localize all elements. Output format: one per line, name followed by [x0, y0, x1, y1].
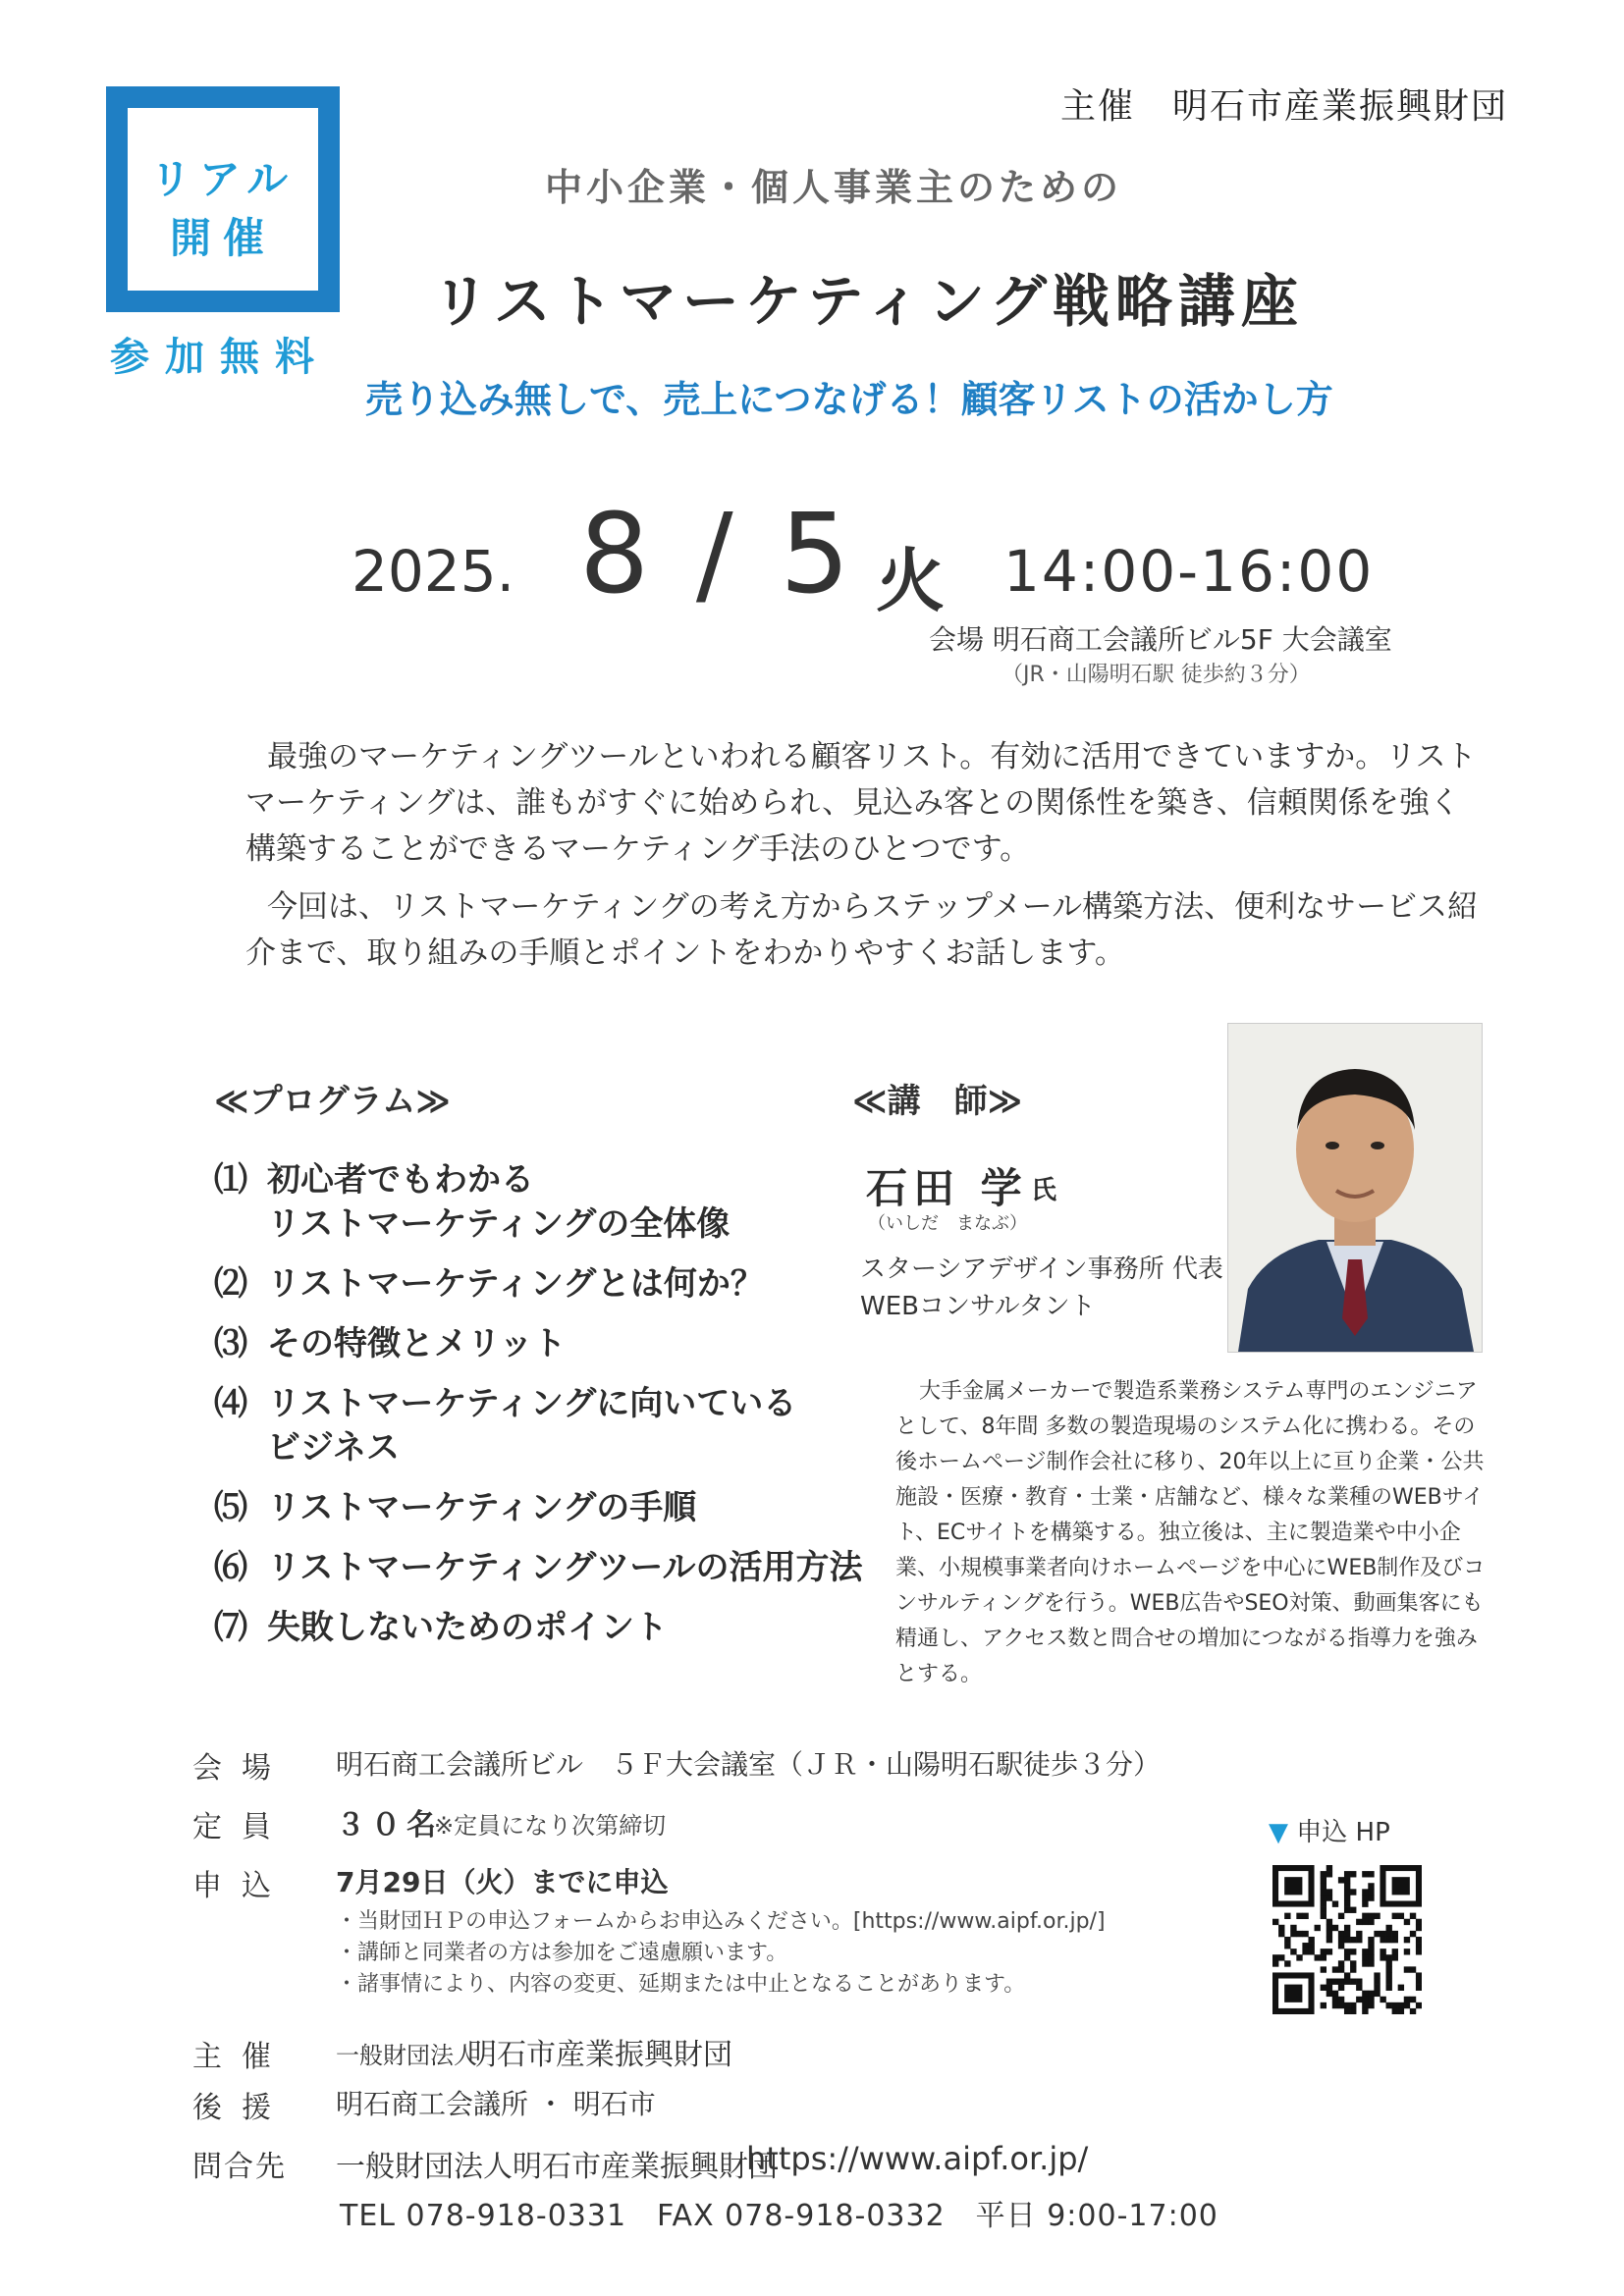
program-item [214, 1606, 882, 1650]
host-top: 主催 明石市産業振興財団 [1060, 86, 1509, 127]
program-item-text: リストマーケティングツールの活用方法 [267, 1548, 863, 1587]
down-arrow-icon: ▼ [1269, 1818, 1288, 1847]
organizer-name: 明石市産業振興財団 [467, 2038, 732, 2072]
apply-note-3: ・諸事情により、内容の変更、延期または中止となることがあります。 [336, 1972, 1026, 1997]
organizer-prefix: 一般財団法人 [336, 2042, 477, 2069]
lecturer-honorific: 氏 [1031, 1176, 1057, 1205]
apply-label: 申込 [192, 1869, 291, 1903]
program-item-number: ⑹ [214, 1548, 247, 1587]
program-item-text: リストマーケティングに向いている ビジネス [267, 1384, 797, 1468]
capacity-label: 定員 [192, 1810, 291, 1844]
venue-label: 会場 [192, 1751, 291, 1786]
program-heading: ≪プログラム≫ [214, 1082, 451, 1121]
lecturer-heading: ≪講 師≫ [852, 1082, 1023, 1121]
program-item [214, 1158, 882, 1247]
apply-note-1: ・当財団ＨＰの申込フォームからお申込みください。[https://www.aipf.or.jp/] [336, 1909, 1106, 1934]
capacity-value: ３０名 [336, 1808, 442, 1842]
lecturer-bio: 大手金属メーカーで製造系業務システム専門のエンジニアとして、8年間 多数の製造現場のシステム化に携わる。その後ホームページ制作会社に移り、20年以上に亘り企業・公共施設・医療・教育・士業・店舗など、様々な業種のWEBサイト、ECサイトを構築する。独立後は、主に製造業や中小企業、小規模事業者向けホームページを中心にWEB制作及びコンサルティングを行う。WEB広告やSEO対策、動画集客にも精通し、アクセス数と問合せの増加につながる指導力を強みとする。 [895, 1379, 1486, 1686]
event-weekday: 火 [876, 541, 945, 621]
program-item-text: リストマーケティングとは何か？ [267, 1264, 764, 1304]
apply-deadline: 7月29日（火）までに申込 [336, 1866, 669, 1898]
contact-label: 問合先 [192, 2150, 287, 2184]
program-item-text: 失敗しないためのポイント [267, 1608, 668, 1647]
support-label: 後援 [192, 2091, 291, 2125]
program-item-text: その特徴とメリット [267, 1324, 567, 1363]
lecturer-reading: （いしだ まなぶ） [868, 1213, 1027, 1234]
program-item-text: 初心者でもわかる リストマーケティングの全体像 [267, 1160, 731, 1244]
program-item [214, 1262, 882, 1307]
intro-paragraph-2: 今回は、リストマーケティングの考え方からステップメール構築方法、便利なサービス紹介まで、取り組みの手順とポイントをわかりやすくお話します。 [245, 889, 1479, 971]
contact-url-link[interactable]: https://www.aipf.or.jp/ [746, 2140, 1089, 2177]
program-item-number: ⑸ [214, 1488, 247, 1527]
program-list [214, 1158, 882, 1666]
program-item-number: ⑶ [214, 1324, 247, 1363]
contact-phone: TEL 078-918-0331 FAX 078-918-0332 平日 9:00-17:00 [340, 2199, 1218, 2233]
event-time: 14:00-16:00 [1003, 538, 1375, 605]
program-item [214, 1486, 882, 1530]
free-admission-label: 参加無料 [110, 335, 330, 380]
qr-label-text: 申込 HP [1296, 1818, 1390, 1847]
application-qr-code[interactable] [1272, 1865, 1422, 2014]
program-item-number: ⑵ [214, 1264, 247, 1304]
intro-paragraph-1: 最強のマーケティングツールといわれる顧客リスト。有効に活用できていますか。リストマーケティングは、誰もがすぐに始められ、見込み客との関係性を築き、信頼関係を強く構築することができるマーケティング手法のひとつです。 [245, 739, 1477, 867]
lecturer-photo [1227, 1023, 1483, 1353]
qr-label [1269, 1812, 1390, 1848]
tagline: 売り込み無しで、売上につなげる！顧客リストの活かし方 [365, 378, 1333, 421]
program-item-number: ⑴ [214, 1160, 247, 1200]
event-month-day: 8 / 5 [579, 491, 856, 618]
badge-line1: リアル [149, 155, 297, 203]
intro-text [245, 734, 1483, 988]
apply-note-2: ・講師と同業者の方は参加をご遠慮願います。 [336, 1941, 788, 1965]
event-year: 2025. [352, 538, 515, 605]
program-item-text: リストマーケティングの手順 [267, 1488, 697, 1527]
lecturer-title-2: WEBコンサルタント [860, 1292, 1096, 1321]
program-item [214, 1382, 882, 1470]
badge-line2: 開催 [169, 214, 276, 262]
organizer-label: 主催 [192, 2040, 291, 2074]
program-item [214, 1322, 882, 1366]
venue-summary: 会場 明石商工会議所ビル5F 大会議室 [929, 623, 1392, 656]
lecturer-portrait-icon [1228, 1024, 1482, 1352]
lecturer-title-1: スターシアデザイン事務所 代表 [860, 1255, 1223, 1284]
contact-org: 一般財団法人明石市産業振興財団 [336, 2150, 778, 2184]
venue-access: （JR・山陽明石駅 徒歩約３分） [1001, 663, 1311, 687]
page-title: リストマーケティング戦略講座 [432, 268, 1304, 335]
program-item-number: ⑺ [214, 1608, 247, 1647]
subheading: 中小企業・個人事業主のための [545, 166, 1123, 209]
lecturer-name: 石田 学 [866, 1164, 1028, 1212]
program-item [214, 1546, 882, 1590]
program-item-number: ⑷ [214, 1384, 247, 1423]
venue-value: 明石商工会議所ビル ５Ｆ大会議室（ＪＲ・山陽明石駅徒歩３分） [336, 1748, 1162, 1781]
capacity-note: ※定員になり次第締切 [434, 1812, 667, 1840]
support-value: 明石商工会議所 ・ 明石市 [336, 2088, 656, 2120]
qr-code-icon [1272, 1865, 1422, 2014]
